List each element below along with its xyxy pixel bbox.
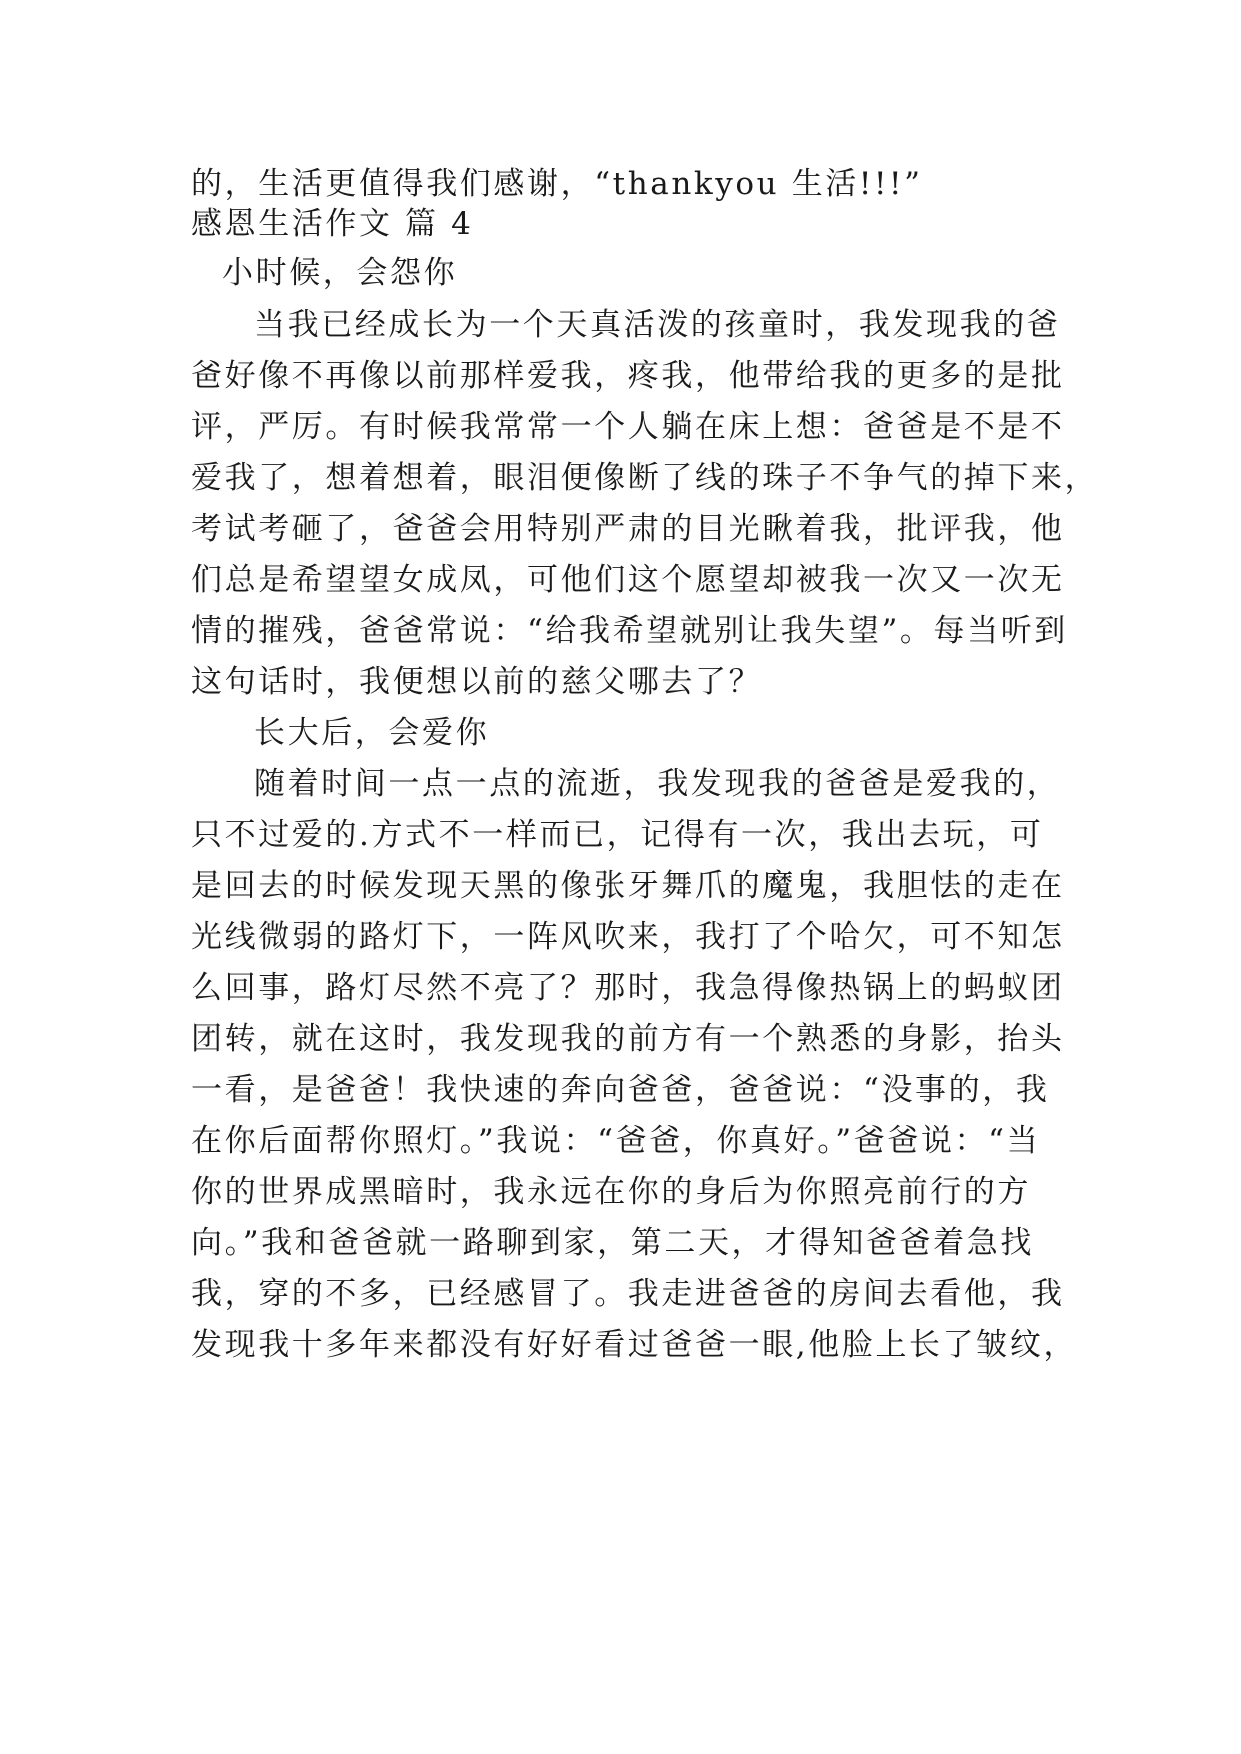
text-line: 光线微弱的路灯下，一阵风吹来，我打了个哈欠，可不知怎 bbox=[191, 919, 1065, 955]
text-line: 么回事，路灯尽然不亮了？那时，我急得像热锅上的蚂蚁团 bbox=[191, 970, 1065, 1006]
text-line: 的，生活更值得我们感谢，“thankyou 生活!!!” bbox=[191, 166, 923, 202]
text-line: 评，严厉。有时候我常常一个人躺在床上想：爸爸是不是不 bbox=[191, 409, 1065, 445]
text-line: 一看，是爸爸！我快速的奔向爸爸，爸爸说：“没事的，我 bbox=[191, 1072, 1050, 1108]
text-line: 当我已经成长为一个天真活泼的孩童时，我发现我的爸 bbox=[254, 307, 1061, 343]
text-line: 在你后面帮你照灯。”我说：“爸爸，你真好。”爸爸说：“当 bbox=[191, 1123, 1041, 1159]
subheading: 长大后，会爱你 bbox=[254, 715, 490, 751]
text-line: 向。”我和爸爸就一路聊到家，第二天，才得知爸爸着急找 bbox=[191, 1225, 1034, 1261]
text-line: 我，穿的不多，已经感冒了。我走进爸爸的房间去看他，我 bbox=[191, 1276, 1065, 1312]
text-line: 你的世界成黑暗时，我永远在你的身后为你照亮前行的方 bbox=[191, 1174, 1031, 1210]
text-line: 只不过爱的.方式不一样而已，记得有一次，我出去玩，可 bbox=[191, 817, 1044, 853]
subheading: 小时候，会怨你 bbox=[222, 255, 458, 291]
section-heading: 感恩生活作文 篇 4 bbox=[191, 206, 474, 242]
text-line: 随着时间一点一点的流逝，我发现我的爸爸是爱我的， bbox=[254, 766, 1061, 802]
text-line: 爸好像不再像以前那样爱我，疼我，他带给我的更多的是批 bbox=[191, 358, 1065, 394]
text-line: 团转，就在这时，我发现我的前方有一个熟悉的身影，抬头 bbox=[191, 1021, 1065, 1057]
text-line: 情的摧残，爸爸常说：“给我希望就别让我失望”。每当听到 bbox=[191, 613, 1068, 649]
text-line: 这句话时，我便想以前的慈父哪去了？ bbox=[191, 664, 763, 700]
text-line: 考试考砸了，爸爸会用特别严肃的目光瞅着我，批评我，他 bbox=[191, 511, 1065, 547]
text-line: 是回去的时候发现天黑的像张牙舞爪的魔鬼，我胆怯的走在 bbox=[191, 868, 1065, 904]
text-line: 发现我十多年来都没有好好看过爸爸一眼,他脸上长了皱纹， bbox=[191, 1327, 1078, 1363]
text-line: 爱我了，想着想着，眼泪便像断了线的珠子不争气的掉下来， bbox=[191, 460, 1099, 496]
text-line: 们总是希望望女成凤，可他们这个愿望却被我一次又一次无 bbox=[191, 562, 1065, 598]
